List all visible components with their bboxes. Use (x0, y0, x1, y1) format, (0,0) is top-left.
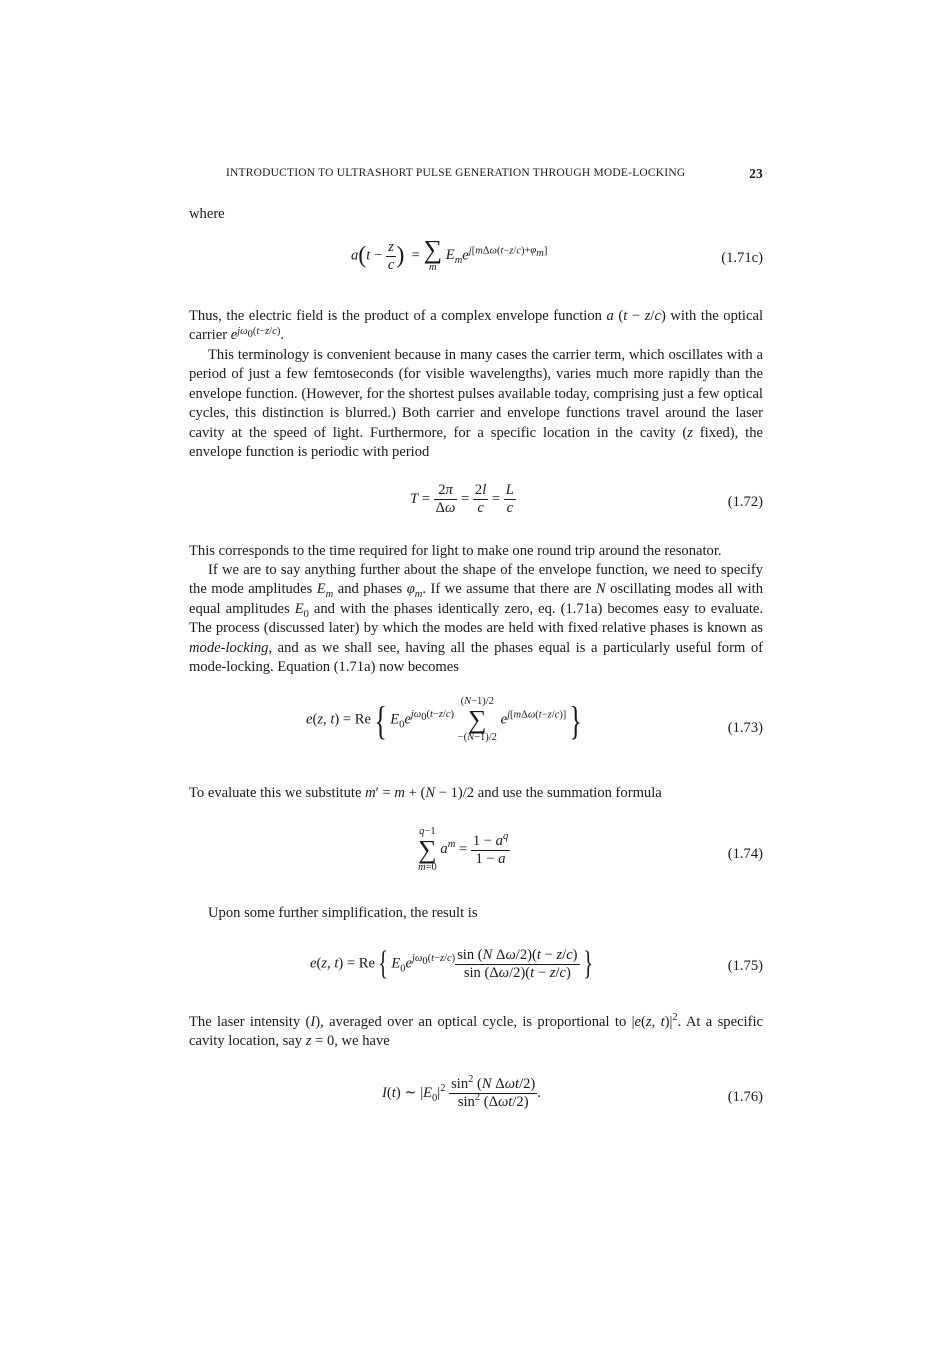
running-title: INTRODUCTION TO ULTRASHORT PULSE GENERATION THROUGH MODE-LOCKING (226, 167, 686, 179)
equation-body: e(z, t) = Re{ $E_0e^{j\omega_0(t-z/c)}$ $\frac{\text{sin (N Δω/2)(t − z/c)}}{\sin (\Delta\omega/2)(t - z/c)}$ } (310, 945, 593, 982)
text-where: where (189, 206, 225, 222)
equation-number: (1.75) (727, 958, 763, 974)
paragraph-envelope: Thus, the electric field is the product of a complex envelope function a (t − z/c) with the optical carrier $e^{j\omega_0(t-z/c)}$. (189, 308, 764, 344)
running-header (189, 167, 763, 185)
equation-body: q−1 ∑ m=0 $a^m$ = $\frac{1 - a^q}{1 - a}$ (418, 826, 509, 873)
equation-1-76 (189, 1076, 763, 1120)
equation-body: T = $\frac{2\pi}{\Delta\omega}$ = $\frac{2l}{c}$ = $\frac{L}{c}$ (410, 482, 514, 516)
equation-1-74 (189, 826, 763, 882)
paragraph-mode-locking: If we are to say anything further about the shape of the envelope function, we need to specify the mode amplitudes $E_m$ and phases $\varphi_m$. If we assume that there are N oscillating modes all with equal amplitudes $E_0$ and with the phases identically zero, eq. (1.71a) becomes easy to evaluate. The process (discussed later) by which the modes are held with fixed relative phases is known as mode-locking, and as we shall see, having all the phases equal is a particularly useful form of mode-locking. Equation (1.71a) now becomes (189, 562, 763, 676)
equation-body: a(t − $\frac{z}{c}$ ) = ∑ m $E_me^{j[m\Delta\omega(t-z/c)+\varphi_m]}$ (351, 235, 548, 273)
equation-number: (1.71c) (721, 250, 763, 266)
paragraph-simplification: Upon some further simplification, the result is (208, 905, 478, 921)
page-number: 23 (749, 166, 763, 181)
equation-1-75 (189, 945, 763, 989)
equation-number: (1.72) (727, 494, 763, 510)
equation-body: I(t) ∼ $|E_0|^2$ $\frac{\sin^2 (N \Delta\omega t/2)}{\sin^2 (\Delta\omega t/2)}$ . (382, 1074, 541, 1110)
equation-number: (1.73) (727, 720, 763, 736)
paragraph-round-trip: This corresponds to the time required for light to make one round trip around the resonator. (189, 543, 722, 559)
paragraph-terminology: This terminology is convenient because in many cases the carrier term, which oscillates with a period of just a few femtoseconds (for visible wavelengths), varies much more rapidly than the envelope function. (However, for the shortest pulses available today, comprising just a few optical cycles, this distinction is blurred.) Both carrier and envelope functions travel around the laser cavity at the speed of light. Furthermore, for a specific location in the cavity (z fixed), the envelope function is periodic with period (189, 347, 763, 461)
equation-1-73 (189, 696, 763, 760)
equation-body: e(z, t) = Re{ $E_0e^{j\omega_0(t-z/c)}$ (N−1)/2 ∑ −(N−1)/2 $e^{j[m\Delta\omega(t-z/c)]}$} (306, 696, 583, 743)
equation-1-72 (189, 482, 763, 524)
equation-number: (1.76) (727, 1089, 763, 1105)
paragraph-intensity: The laser intensity (I), averaged over an optical cycle, is proportional to |e(z, $t)|^2$. At a specific cavity location, say z = 0, we have (189, 1012, 763, 1050)
paragraph-substitute: To evaluate this we substitute m′ = m + (N − 1)/2 and use the summation formula (189, 785, 662, 801)
equation-1-71c (189, 235, 763, 288)
equation-number: (1.74) (727, 846, 763, 862)
